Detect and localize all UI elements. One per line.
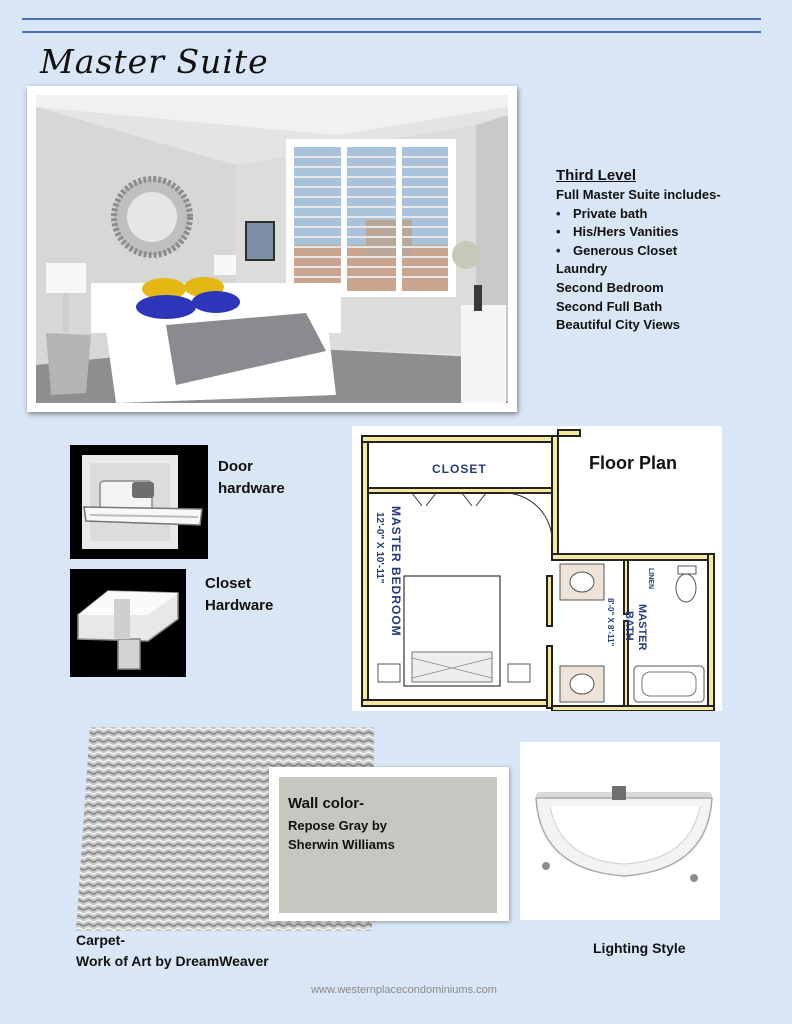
linen-label: LINEN	[647, 568, 654, 589]
closet-room-label: CLOSET	[432, 462, 487, 476]
door-hardware-label-line: Door	[218, 458, 253, 475]
floor-plan-title: Floor Plan	[589, 453, 678, 473]
wall-color-heading: Wall color-	[288, 795, 365, 812]
closet-hardware-image	[70, 569, 186, 677]
door-hardware-image	[70, 445, 208, 559]
lighting-label: Lighting Style	[593, 940, 686, 956]
lighting-image	[520, 742, 720, 920]
features-intro: Full Master Suite includes-	[556, 187, 721, 202]
bath-room-label: BATH	[623, 611, 635, 641]
bedroom-photo-frame	[27, 86, 517, 412]
wall-color-card	[269, 767, 509, 921]
carpet-label-line: Carpet-	[76, 932, 126, 948]
carpet-label	[76, 930, 269, 972]
top-rule-1	[22, 18, 761, 20]
feature-bullet: • Generous Closet	[556, 242, 721, 261]
features-list	[556, 166, 721, 335]
top-rule-2	[22, 31, 761, 33]
carpet-label-line: Work of Art by DreamWeaver	[76, 953, 269, 969]
closet-hardware-label-line: Closet	[205, 575, 251, 592]
closet-hardware-label-line: Hardware	[205, 597, 274, 614]
closet-hardware-label	[205, 573, 273, 617]
feature-bullet: • His/Hers Vanities	[556, 223, 721, 242]
feature-extra: Beautiful City Views	[556, 317, 681, 333]
wall-color-name: Repose Gray by Sherwin Williams	[288, 818, 395, 852]
feature-extra: Second Full Bath	[556, 298, 663, 314]
feature-extra: Laundry	[556, 261, 608, 277]
feature-bullet: • Private bath	[556, 205, 721, 224]
bedroom-room-label: MASTER BEDROOM	[389, 506, 403, 637]
door-hardware-label	[218, 456, 285, 500]
bath-dimensions: 8'-0" X 8'-11"	[606, 598, 615, 647]
bedroom-photo	[36, 95, 508, 403]
features-heading: Third Level	[556, 167, 637, 184]
feature-extra: Second Bedroom	[556, 279, 664, 295]
page-title: Master Suite	[40, 42, 269, 81]
features-bullets	[556, 205, 721, 261]
door-hardware-label-line: hardware	[218, 480, 285, 497]
footer-url: www.westernplacecondominiums.com	[311, 984, 497, 996]
bedroom-dimensions: 12'-0" X 10'-11"	[374, 512, 385, 584]
bath-room-label: MASTER	[636, 604, 648, 651]
